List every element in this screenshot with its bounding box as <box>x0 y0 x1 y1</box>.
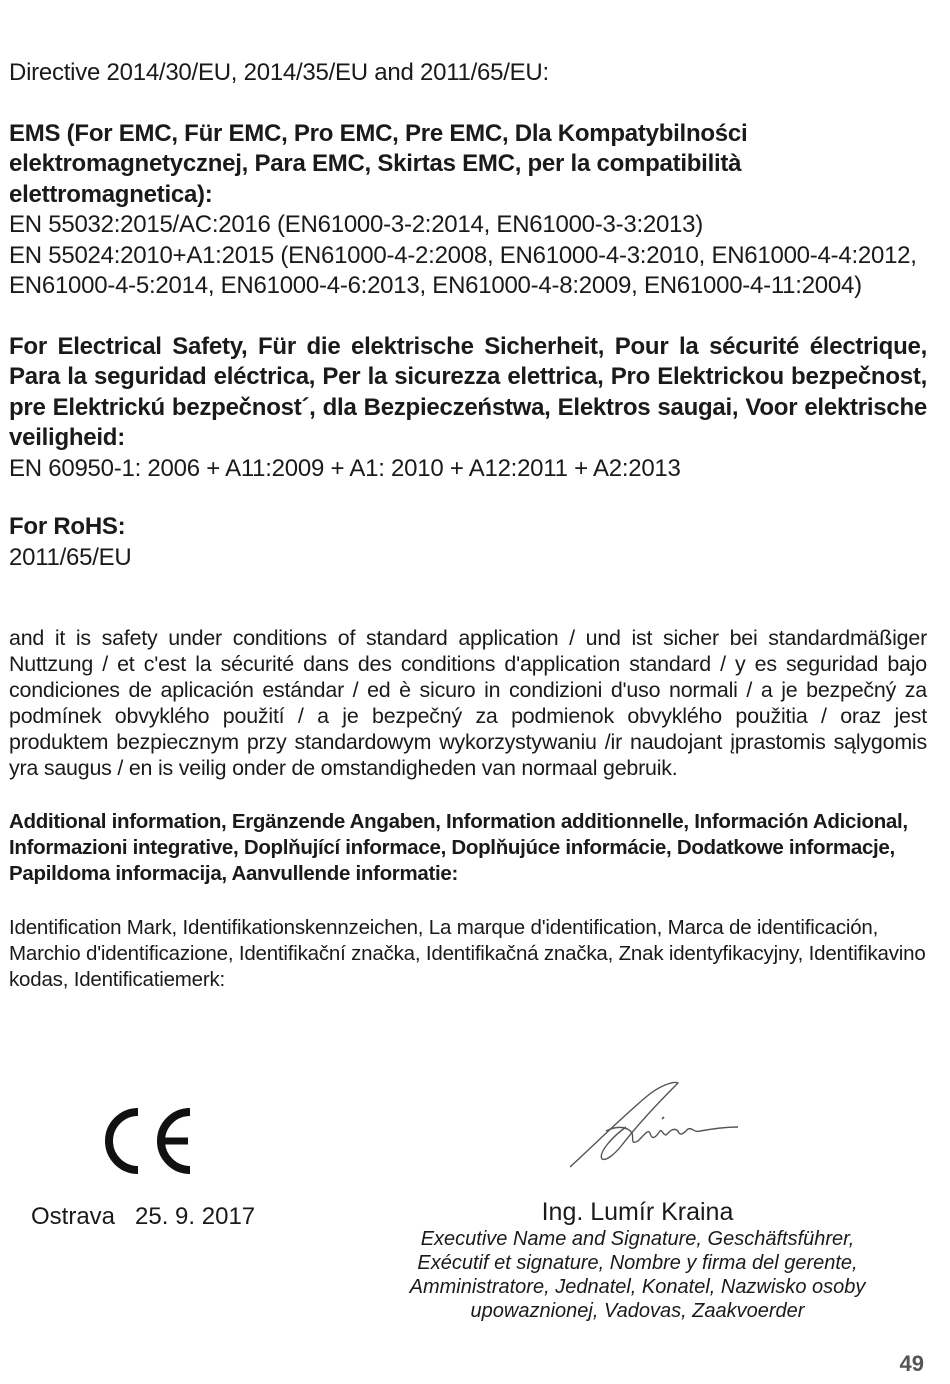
ce-mark-icon <box>102 1105 196 1177</box>
directive-intro: Directive 2014/30/EU, 2014/35/EU and 2011/65/EU: <box>9 59 549 86</box>
emc-standard-1: EN 55032:2015/AC:2016 (EN61000-3-2:2014, EN61000-3-3:2013) <box>9 211 703 238</box>
declaration-page <box>9 58 927 993</box>
emc-standard-2: EN 55024:2010+A1:2015 (EN61000-4-2:2008, EN61000-4-3:2010, EN61000-4-4:2012, EN61000-4-5:2014, EN61000-4-6:2013, EN61000-4-8:2009, EN61000-4-11:2004) <box>9 241 917 299</box>
identification-text: Identification Mark, Identifikationskennzeichen, La marque d'identification, Marca de identificación, Marchio d'identificazione, Identifikační značka, Identifikačná značka, Znak identyfikacyjny, Identifikavino kodas, Identificatiemerk: <box>9 916 926 991</box>
rohs-standard: 2011/65/EU <box>9 543 132 571</box>
safety-standard: EN 60950-1: 2006 + A11:2009 + A1: 2010 + A12:2011 + A2:2013 <box>9 454 681 482</box>
signer-name: Ing. Lumír Kraina <box>541 1198 734 1226</box>
additional-info-heading: Additional information, Ergänzende Angaben, Information additionnelle, Información Adicional, Informazioni integrative, Doplňující informace, Doplňujúce informácie, Dodatkowe informacje, Papildoma informacija, Aanvullende informatie: <box>9 810 908 885</box>
handwritten-signature <box>562 1075 748 1175</box>
signer-block <box>385 1197 890 1323</box>
signer-role: Executive Name and Signature, Geschäftsführer, Exécutif et signature, Nombre y firma del gerente, Amministratore, Jednatel, Konatel, Nazwisko osoby upowaznionej, Vadovas, Zaakvoerder <box>409 1228 866 1322</box>
safety-heading: For Electrical Safety, Für die elektrische Sicherheit, Pour la sécurité électrique, Para la seguridad eléctrica, Per la sicurezza elettrica, Pro Elektrickou bezpečnost, pre Elektrickú bezpečnost´, dla Bezpieczeństwa, Elektros saugai, Voor elektrische veiligheid: <box>9 332 927 451</box>
place-date: Ostrava 25. 9. 2017 <box>31 1203 256 1230</box>
page-number: 49 <box>899 1351 924 1376</box>
rohs-heading: For RoHS: <box>9 513 126 540</box>
conditions-paragraph: and it is safety under conditions of standard application / und ist sicher bei standardmäßiger Nuttzung / et c'est la sécurité dans des conditions d'application standard / y es seguridad bajo condiciones de aplicación estándar / ed è sicuro in condizioni d'uso normali / a je bezpečný za podmínek obvyklého použití / a je bezpečný za podmienok obvyklého použitia / oraz jest produktem bezpiecznym przy standardowym wykorzystywaniu /ir naudojant įprastomis sąlygomis yra saugus / en is veilig onder de omstandigheden van normaal gebruik. <box>9 626 927 780</box>
emc-heading: EMS (For EMC, Für EMC, Pro EMC, Pre EMC, Dla Kompatybilności elektromagnetycznej, Para EMC, Skirtas EMC, per la compatibilità elettromagnetica): <box>9 119 748 208</box>
